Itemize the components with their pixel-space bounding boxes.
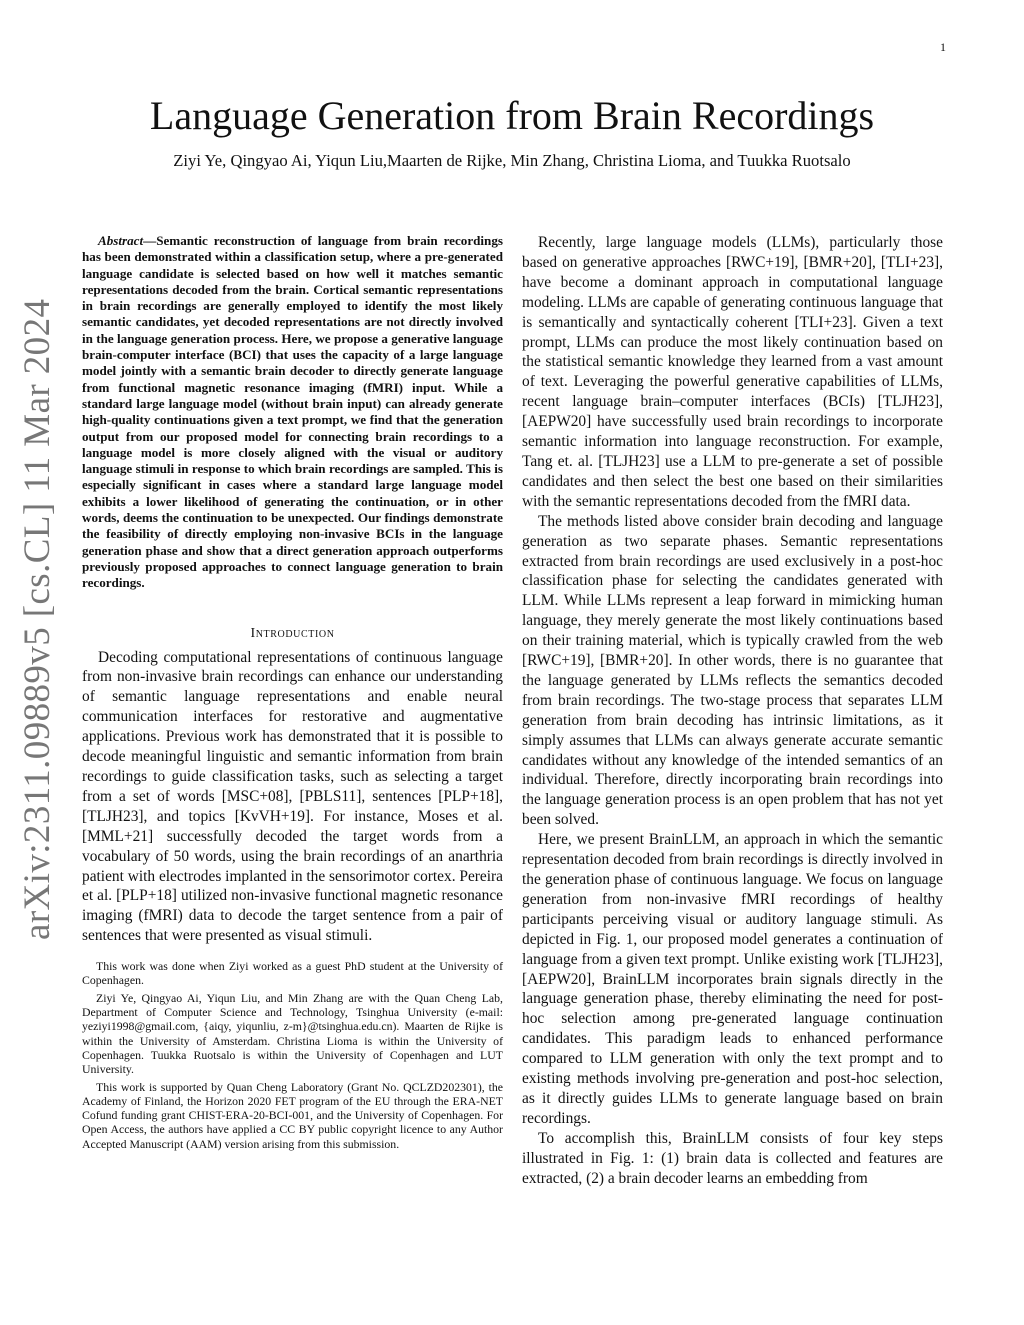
footnote-funding: This work is supported by Quan Cheng Laboratory (Grant No. QCLZD202301), the Academy of Finland, the Horizon 2020 FET program of the EU through the ERA-NET Cofund funding grant CHIST-ERA-20-BCI-001, and the University of Copenhagen. For Open Access, the authors have applied a CC BY public copyright licence to any Author Accepted Manuscript (AAM) version arising from this submission.: [82, 1079, 503, 1151]
paragraph-llms: Recently, large language models (LLMs), particularly those based on generative approaches [RWC+19], [BMR+20], [TLI+23], have become a dominant approach in computational language modeling. LLMs are capable of generating continuous language that is semantically and syntactically coherent [TLI+23]. Given a text prompt, LLMs can produce the most likely continuation based on the statistical semantic knowledge they learned from a vast amount of text. Leveraging the powerful generative capabilities of LLMs, recent language brain–computer interfaces (BCIs) [TLJH23], [AEPW20] have successfully used brain recordings to incorporate semantic information into language reconstruction. For example, Tang et. al. [TLJH23] use a LLM to pre-generate a set of possible candidates and then select the best one based on their similarities with the semantic representations decoded from the fMRI data.: [522, 234, 943, 510]
page-number: 1: [940, 40, 946, 54]
author-list: Ziyi Ye, Qingyao Ai, Yiqun Liu,Maarten de Rijke, Min Zhang, Christina Lioma, and Tuukka Ruotsalo: [173, 151, 851, 170]
abstract-label: Abstract: [98, 233, 144, 248]
introduction-paragraph: Decoding computational representations of continuous language from non-invasive brain recordings can enhance our understanding of semantic language representations and enable neural communication interfaces for restorative and augmentative applications. Previous work has demonstrated that it is possible to decode meaningful linguistic and semantic information from brain recordings to guide classification tasks, such as selecting a target from a set of words [MSC+08], [PBLS11], sentences [PLP+18], [TLJH23], and topics [KvVH+19]. For instance, Moses et al. [MML+21] successfully decoded the target words from a vocabulary of 50 words, using the brain recordings of an anarthria patient with electrodes implanted in the sensorimotor cortex. Pereira et al. [PLP+18] utilized non-invasive functional magnetic resonance imaging (fMRI) data to decode the target sentence from a pair of sentences that were presented as visual stimuli.: [82, 648, 503, 945]
paper-title: Language Generation from Brain Recordings: [149, 93, 875, 138]
right-column: [522, 233, 943, 1189]
footnote-affiliations: Ziyi Ye, Qingyao Ai, Yiqun Liu, and Min Zhang are with the Quan Cheng Lab, Department of Computer Science and Technology, Tsinghua University (e-mail: yeziyi1998@gmail.com, {aiqy, yiqunliu, z-m}@tsinghua.edu.cn). Maarten de Rijke is within the University of Amsterdam. Christina Lioma is within the University of Copenhagen. Tuukka Ruotsalo is within the University of Copenhagen and LUT University.: [82, 990, 503, 1077]
left-column: [82, 233, 503, 1154]
paragraph-steps: To accomplish this, BrainLLM consists of four key steps illustrated in Fig. 1: (1) brain data is collected and features are extracted, (2) a brain decoder learns an embedding from: [522, 1129, 943, 1187]
footnote-guest: This work was done when Ziyi worked as a guest PhD student at the University of Copenhagen.: [82, 959, 503, 988]
paragraph-methods: The methods listed above consider brain decoding and language generation as two separate phases. Semantic representations extracted from brain recordings are used exclusively in a post-hoc classification phase for selecting the candidates generated with LLM. While LLMs represent a leap forward in mimicking human language, they merely generate the most likely continuations based on their training material, which is typically crawled from the web [RWC+19], [BMR+20]. In other words, there is no guarantee that the language generated by LLMs reflects the semantics decoded from brain recordings. The two-stage process that separates LLM generation from brain decoding has intrinsic limitations, as it simply assumes that LLMs can always generate accurate semantic candidates without any knowledge of the intended semantics of an individual. Therefore, directly incorporating brain recordings into the language generation process is an open problem that has not yet been solved.: [522, 512, 943, 829]
paragraph-brainllm: Here, we present BrainLLM, an approach in which the semantic representation decoded from brain recordings is directly involved in the generation phase of continuous language. We focus on language generation from non-invasive fMRI recordings of healthy participants perceiving visual or auditory language stimuli. As depicted in Fig. 1, our proposed model generates a continuation of language from a given text prompt. Unlike existing work [TLJH23], [AEPW20], BrainLLM incorporates brain signals directly in the language generation phase, thereby eliminating the need for post-hoc selection among pre-generated language continuation candidates. This paradigm leads to enhanced performance compared to LLM generation with only the text prompt and to existing methods involving pre-generation and post-hoc selection, as it directly guides LLMs to generate language based on brain recordings.: [522, 831, 943, 1127]
introduction-heading: Introduction: [250, 625, 335, 641]
footnotes: [82, 959, 503, 1151]
abstract-text: —Semantic reconstruction of language from brain recordings has been demonstrated within a classification setup, where a pre-generated language candidate is selected based on how well it matches semantic representations decoded from the brain. Cortical semantic representations in brain recordings are generally employed to identify the most likely semantic candidates, yet decoded representations are not directly involved in the language generation process. Here, we propose a generative language brain-computer interface (BCI) that uses the capacity of a large language model jointly with a semantic brain decoder to directly generate language from functional magnetic resonance imaging (fMRI) input. While a standard large language model (without brain input) can already generate high-quality continuations given a text prompt, we find that the generation output from our proposed model for connecting brain recordings to a language model is more closely aligned with the visual or auditory language stimuli in response to which brain recordings are sampled. This is especially significant in cases where a standard large language model exhibits a lower likelihood of generating the continuation, or in other words, deems the continuation to be unexpected. Our findings demonstrate the feasibility of directly employing non-invasive BCIs in the language generation phase and show that a direct generation approach outperforms previously proposed approaches to connect language generation to brain recordings.: [82, 233, 503, 591]
abstract: [82, 233, 503, 592]
arxiv-identifier[interactable]: arXiv:2311.09889v5 [cs.CL] 11 Mar 2024: [17, 298, 58, 940]
